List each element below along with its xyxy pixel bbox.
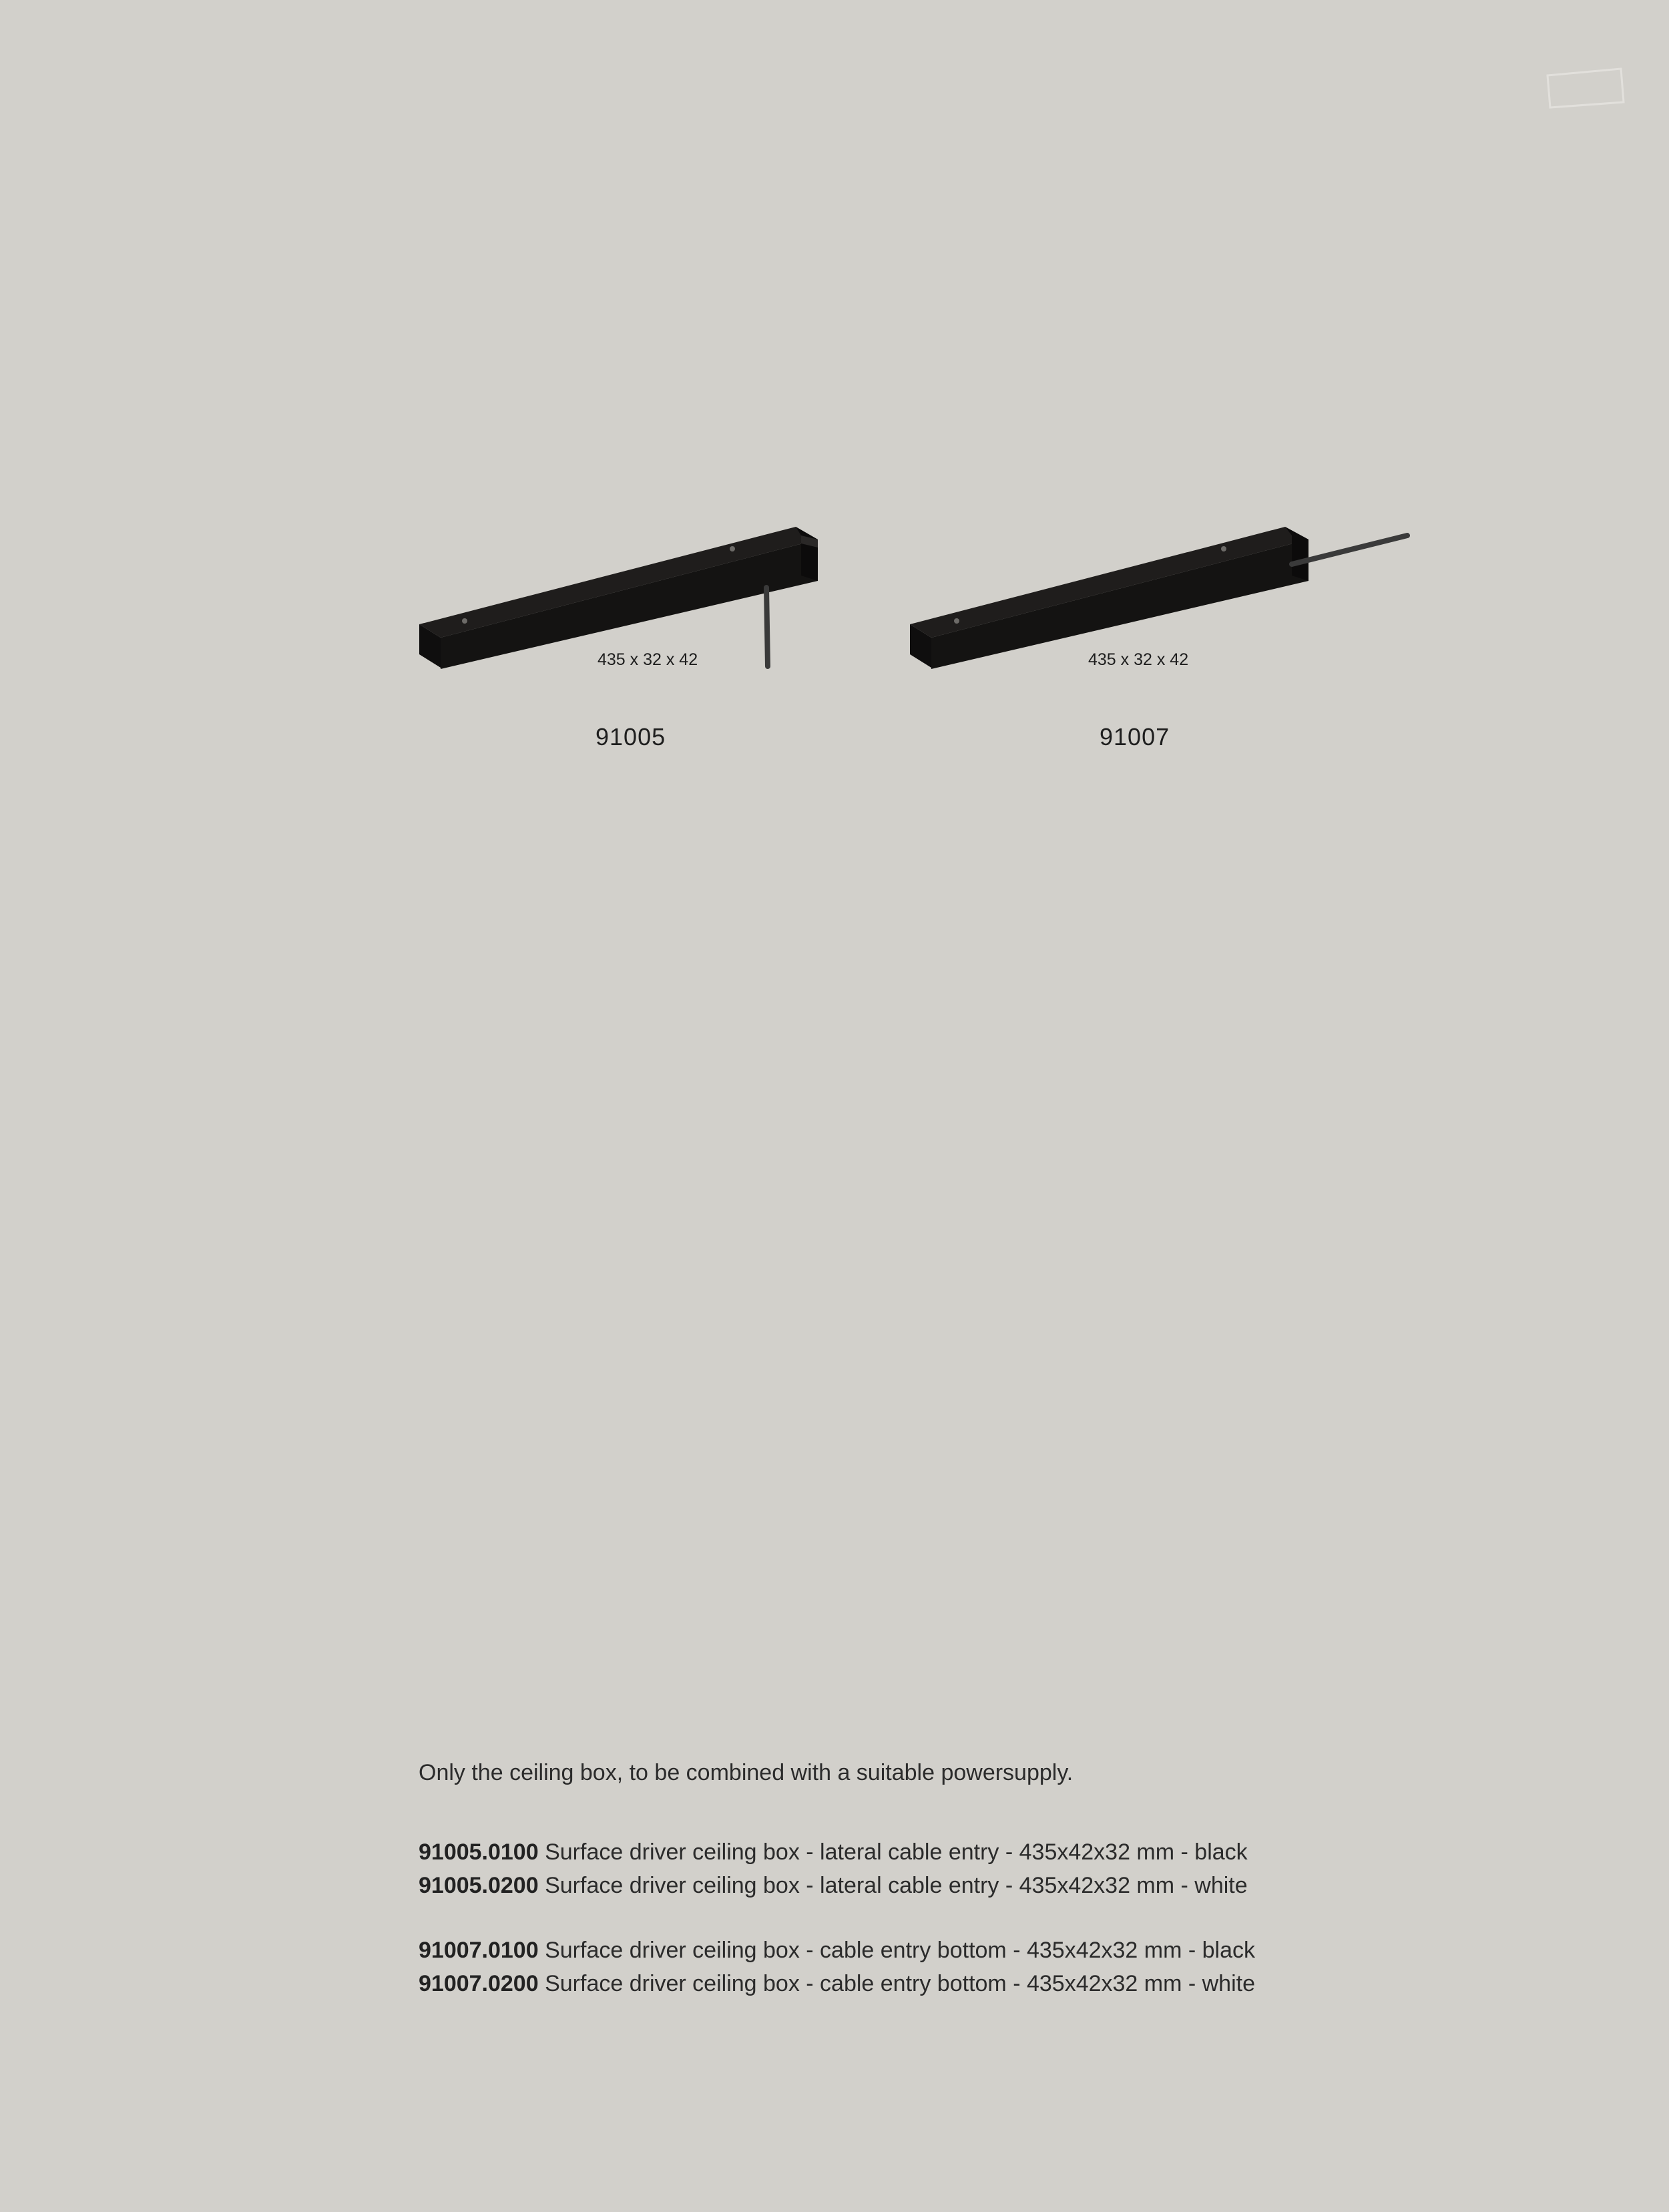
spec-code: 91005.0100	[419, 1839, 539, 1865]
spec-description: Surface driver ceiling box - cable entry bottom - 435x42x32 mm - white	[545, 1971, 1256, 1996]
product-code: 91007	[1100, 723, 1170, 750]
spec-row	[419, 1835, 1255, 1869]
spec-description: Surface driver ceiling box - lateral cable entry - 435x42x32 mm - white	[545, 1873, 1248, 1898]
spec-code: 91007.0200	[419, 1971, 539, 1996]
spec-group-91007	[419, 1934, 1255, 2000]
spec-row	[419, 1869, 1255, 1902]
spec-row	[419, 1934, 1255, 1967]
product-code: 91005	[595, 723, 666, 750]
corner-frame-mark	[1542, 63, 1626, 112]
spec-code: 91005.0200	[419, 1873, 539, 1898]
spec-description: Surface driver ceiling box - lateral cable entry - 435x42x32 mm - black	[545, 1839, 1248, 1865]
spec-group-91005	[419, 1835, 1255, 1902]
spec-description: Surface driver ceiling box - cable entry bottom - 435x42x32 mm - black	[545, 1938, 1256, 1963]
product-91007	[905, 521, 1425, 761]
spec-row	[419, 1967, 1255, 2000]
spec-list	[419, 1835, 1255, 2032]
intro-text: Only the ceiling box, to be combined with a suitable powersupply.	[419, 1760, 1074, 1785]
dimensions-label: 435 x 32 x 42	[598, 650, 698, 669]
spec-code: 91007.0100	[419, 1938, 539, 1963]
product-91005	[414, 521, 841, 761]
dimensions-label: 435 x 32 x 42	[1088, 650, 1189, 669]
